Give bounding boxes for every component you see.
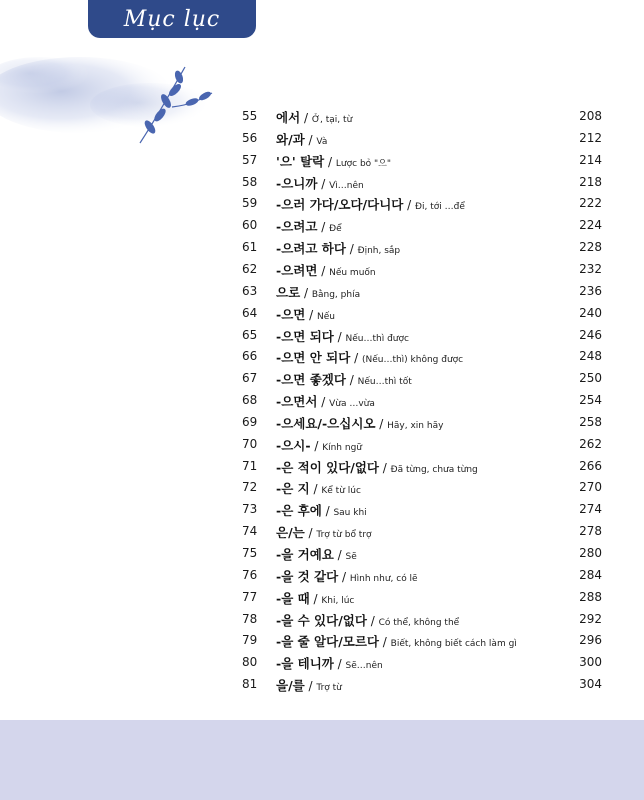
toc-entry (276, 391, 375, 410)
toc-separator: / (324, 154, 336, 169)
toc-korean: -을 줄 알다/모르다 (276, 634, 379, 650)
toc-korean: -으세요/-으십시오 (276, 415, 376, 431)
toc-korean: -으면 되다 (276, 328, 334, 344)
toc-page: 258 (579, 414, 602, 429)
toc-separator: / (317, 263, 330, 278)
toc-page: 212 (579, 130, 602, 145)
toc-entry (276, 413, 443, 432)
toc-separator: / (378, 460, 391, 475)
toc-number: 73 (242, 502, 258, 517)
toc-separator: / (310, 438, 323, 453)
toc-row (0, 456, 644, 478)
toc-number: 70 (242, 436, 258, 451)
toc-number: 57 (242, 152, 258, 167)
toc-entry (276, 478, 361, 497)
toc-entry (276, 566, 418, 585)
toc-number: 77 (242, 589, 258, 604)
toc-page: 228 (579, 240, 602, 255)
toc-korean: 은/는 (276, 525, 305, 541)
toc-row (0, 259, 644, 281)
toc-vietnamese: Kính ngữ (322, 442, 362, 453)
toc-korean: -을 것 같다 (276, 568, 339, 584)
toc-number: 69 (242, 414, 258, 429)
toc-vietnamese: Kể từ lúc (321, 486, 361, 497)
toc-separator: / (304, 526, 317, 541)
toc-vietnamese: Nếu muốn (329, 267, 376, 278)
toc-korean: -을 테니까 (276, 656, 334, 672)
toc-separator: / (317, 395, 330, 410)
toc-korean: 으로 (276, 284, 301, 300)
toc-entry (276, 107, 352, 126)
toc-entry (276, 173, 364, 192)
toc-row (0, 630, 644, 652)
toc-entry (276, 653, 383, 672)
toc-entry (276, 304, 335, 323)
toc-separator: / (375, 416, 388, 431)
toc-page: 262 (579, 436, 602, 451)
toc-separator: / (333, 657, 346, 672)
title-tab (88, 0, 256, 38)
toc-separator: / (333, 329, 346, 344)
toc-page: 248 (579, 349, 602, 364)
toc-separator: / (321, 504, 334, 519)
toc-vietnamese: Đã từng, chưa từng (390, 464, 478, 475)
toc-page: 224 (579, 218, 602, 233)
toc-page: 218 (579, 174, 602, 189)
toc-entry (276, 194, 465, 213)
toc-vietnamese: Nếu (317, 311, 335, 322)
toc-number: 81 (242, 677, 258, 692)
toc-number: 66 (242, 349, 258, 364)
toc-number: 59 (242, 196, 258, 211)
toc-entry (276, 522, 372, 541)
toc-entry (276, 588, 354, 607)
toc-page: 296 (579, 633, 602, 648)
toc-row (0, 499, 644, 521)
toc-number: 68 (242, 393, 258, 408)
toc-entry (276, 129, 327, 148)
toc-entry (276, 544, 357, 563)
toc-entry (276, 238, 400, 257)
toc-separator: / (309, 591, 322, 606)
toc-vietnamese: Hãy, xin hãy (387, 420, 444, 431)
toc-separator: / (304, 132, 317, 147)
toc-korean: -은 후에 (276, 503, 322, 519)
toc-number: 60 (242, 218, 258, 233)
toc-row (0, 565, 644, 587)
toc-entry (276, 260, 376, 279)
toc-number: 62 (242, 261, 258, 276)
toc-korean: -으러 가다/오다/다니다 (276, 197, 404, 213)
toc-number: 67 (242, 371, 258, 386)
toc-korean: -을 때 (276, 590, 310, 606)
toc-number: 76 (242, 567, 258, 582)
toc-page: 278 (579, 524, 602, 539)
toc-vietnamese: Trợ từ (316, 683, 342, 694)
toc-page: 284 (579, 567, 602, 582)
toc-entry (276, 675, 342, 694)
toc-separator: / (338, 569, 350, 584)
toc-row (0, 215, 644, 237)
toc-row (0, 193, 644, 215)
toc-separator: / (366, 613, 379, 628)
toc-number: 61 (242, 240, 258, 255)
toc-row (0, 652, 644, 674)
toc-row (0, 150, 644, 172)
toc-korean: -은 지 (276, 481, 310, 497)
toc-page: 274 (579, 502, 602, 517)
toc-entry (276, 610, 459, 629)
toc-number: 71 (242, 458, 258, 473)
toc-separator: / (300, 111, 312, 125)
toc-page: 254 (579, 393, 602, 408)
toc-korean: -으니까 (276, 175, 318, 191)
footer-band (0, 720, 644, 800)
toc-korean: -으면 (276, 306, 306, 322)
toc-korean: -을 수 있다/없다 (276, 612, 367, 628)
toc-vietnamese: (Nếu…thì) không được (361, 355, 464, 366)
toc-separator: / (345, 373, 358, 388)
toc-korean: -으면 안 되다 (276, 350, 351, 366)
toc-vietnamese: Biết, không biết cách làm gì (390, 639, 517, 650)
toc-vietnamese: Ở, tại, từ (311, 115, 353, 125)
toc-entry (276, 216, 342, 235)
toc-vietnamese: Và (316, 136, 328, 147)
toc-separator: / (317, 176, 330, 191)
toc-entry (276, 457, 478, 476)
toc-number: 75 (242, 546, 258, 560)
toc-separator: / (304, 679, 317, 694)
toc-row (0, 172, 644, 194)
toc-row (0, 281, 644, 303)
toc-vietnamese: Có thể, không thể (378, 617, 460, 628)
toc-page: 236 (579, 283, 602, 298)
toc-row (0, 543, 644, 565)
toc-vietnamese: Hình như, có lẽ (349, 573, 418, 584)
toc-row (0, 346, 644, 368)
toc-korean: 에서 (276, 110, 301, 125)
toc-vietnamese: Để (329, 224, 342, 235)
toc-row (0, 368, 644, 390)
toc-row (0, 477, 644, 499)
toc-korean: -으려고 (276, 219, 318, 235)
toc-separator: / (345, 242, 358, 257)
toc-row (0, 412, 644, 434)
toc-vietnamese: Trợ từ bổ trợ (316, 530, 372, 541)
toc-page: 266 (579, 458, 602, 473)
toc-row (0, 587, 644, 609)
toc-number: 55 (242, 109, 258, 123)
toc-row (0, 106, 644, 128)
toc-number: 56 (242, 130, 258, 145)
toc-entry (276, 631, 517, 650)
toc-page: 304 (579, 677, 602, 692)
toc-page: 292 (579, 611, 602, 626)
toc-page: 240 (579, 305, 602, 320)
toc-entry (276, 369, 412, 388)
toc-vietnamese: Đi, tới …để (415, 202, 465, 213)
toc-number: 78 (242, 611, 258, 626)
toc-korean: -으면서 (276, 394, 318, 410)
toc-korean: 을/를 (276, 678, 305, 694)
toc-separator: / (309, 482, 322, 497)
toc-number: 79 (242, 633, 258, 648)
toc-page: 300 (579, 655, 602, 670)
toc-separator: / (333, 548, 346, 562)
toc-korean: -으면 좋겠다 (276, 372, 346, 388)
toc-separator: / (350, 351, 362, 366)
toc-page: 270 (579, 480, 602, 495)
toc-row (0, 434, 644, 456)
toc-row (0, 521, 644, 543)
toc-korean: '으' 탈락 (276, 153, 325, 169)
toc-vietnamese: Định, sắp (357, 246, 401, 257)
toc-row (0, 128, 644, 150)
toc-page: 208 (579, 109, 602, 123)
toc-row (0, 325, 644, 347)
toc-vietnamese: Vì…nên (329, 180, 364, 191)
toc-vietnamese: Vừa …vừa (329, 399, 375, 410)
toc-entry (276, 282, 360, 301)
toc-vietnamese: Sẽ (345, 552, 357, 562)
toc-page: 222 (579, 196, 602, 211)
toc-separator: / (317, 220, 330, 235)
toc-page: 280 (579, 546, 602, 560)
toc-vietnamese: Khi, lúc (321, 595, 355, 606)
toc-number: 65 (242, 327, 258, 342)
toc-vietnamese: Bằng, phía (311, 289, 361, 300)
toc-vietnamese: Lược bỏ "으" (335, 158, 391, 169)
toc-number: 74 (242, 524, 258, 539)
toc-number: 80 (242, 655, 258, 670)
toc-vietnamese: Nếu…thì tốt (357, 377, 412, 388)
toc-entry (276, 435, 362, 454)
toc-page: 250 (579, 371, 602, 386)
toc-row (0, 674, 644, 696)
toc-entry (276, 347, 463, 366)
toc-page: 232 (579, 261, 602, 276)
toc-separator: / (403, 198, 416, 213)
toc-number: 63 (242, 283, 258, 298)
toc-korean: -으려고 하다 (276, 241, 346, 257)
toc-separator: / (305, 307, 318, 322)
toc-entry (276, 151, 391, 170)
toc-separator: / (378, 635, 391, 650)
toc-page: 214 (579, 152, 602, 167)
toc-number: 58 (242, 174, 258, 189)
toc-korean: -으려면 (276, 262, 318, 278)
toc-entry (276, 326, 409, 345)
toc-vietnamese: Nếu…thì được (345, 333, 409, 344)
toc-row (0, 237, 644, 259)
toc-page: 288 (579, 589, 602, 604)
toc-page: 246 (579, 327, 602, 342)
toc-korean: 와/과 (276, 131, 305, 147)
page-title: Mục lục (123, 6, 221, 32)
toc-row (0, 303, 644, 325)
toc-korean: -을 거예요 (276, 547, 334, 562)
toc-entry (276, 500, 367, 519)
toc-row (0, 609, 644, 631)
toc-row (0, 390, 644, 412)
toc-separator: / (300, 285, 312, 300)
toc-korean: -은 적이 있다/없다 (276, 459, 379, 475)
toc-number: 64 (242, 305, 258, 320)
toc-vietnamese: Sau khi (333, 508, 367, 519)
toc-korean: -으시- (276, 437, 311, 453)
toc-number: 72 (242, 480, 258, 495)
toc-vietnamese: Sẽ…nên (345, 661, 383, 672)
